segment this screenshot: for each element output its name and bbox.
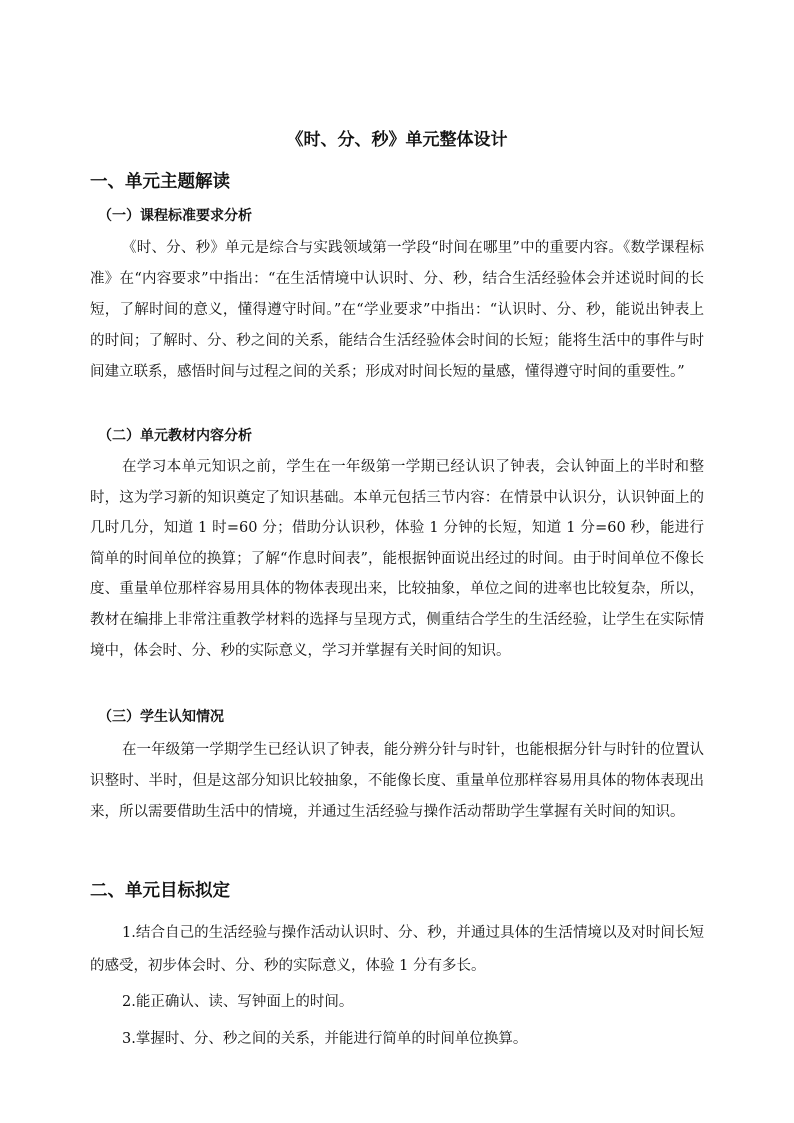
goal-item-3: 3.掌握时、分、秒之间的关系，并能进行简单的时间单位换算。 <box>122 1031 528 1047</box>
paragraph-curriculum: 《时、分、秒》单元是综合与实践领域第一学段“时间在哪里”中的重要内容。《数学课程标准》在“内容要求”中指出：“在生活情境中认识时、分、秒，结合生活经验体会并述说时间的长短，了解时间的意义，懂得遵守时间。”在“学业要求”中指出：“认识时、分、秒，能说出钟表上的时间；了解时、分、秒之间的关系，能结合生活经验体会时间的长短；能将生活中的事件与时间建立联系，感悟时间与过程之间的关系；形成对时间长短的量感，懂得遵守时间的重要性。” <box>90 240 704 380</box>
goal-item-1: 1.结合自己的生活经验与操作活动认识时、分、秒，并通过具体的生活情境以及对时间长短的感受，初步体会时、分、秒的实际意义，体验 1 分有多长。 <box>90 925 704 974</box>
goal-item-2: 2.能正确认、读、写钟面上的时间。 <box>122 994 354 1010</box>
subsection-heading-curriculum: （一）课程标准要求分析 <box>98 208 252 224</box>
paragraph-cognition: 在一年级第一学期学生已经认识了钟表，能分辨分针与时针，也能根据分针与时针的位置认识整时、半时，但是这部分知识比较抽象，不能像长度、重量单位那样容易用具体的物体表现出来，所以需要借助生活中的情境，并通过生活经验与操作活动帮助学生掌握有关时间的知识。 <box>90 742 704 820</box>
page-title: 《时、分、秒》单元整体设计 <box>286 130 508 150</box>
subsection-heading-cognition: （三）学生认知情况 <box>98 709 224 725</box>
paragraph-textbook: 在学习本单元知识之前，学生在一年级第一学期已经认识了钟表，会认钟面上的半时和整时，这为学习新的知识奠定了知识基础。本单元包括三节内容：在情景中认识分，认识钟面上的几时几分，知道 1 时=60 分；借助分认识秒，体验 1 分钟的长短，知道 1 分=60 秒，能进行简单的时间单位的换算；了解“作息时间表”，能根据钟面说出经过的时间。由于时间单位不像长度、重量单位那样容易用具体的物体表现出来，比较抽象，单位之间的进率也比较复杂，所以，教材在编排上非常注重教学材料的选择与呈现方式，侧重结合学生的生活经验，让学生在实际情境中，体会时、分、秒的实际意义，学习并掌握有关时间的知识。 <box>90 459 704 659</box>
section-heading-goals: 二、单元目标拟定 <box>90 881 230 901</box>
section-heading-theme: 一、单元主题解读 <box>90 172 230 192</box>
subsection-heading-textbook: （二）单元教材内容分析 <box>98 428 252 444</box>
